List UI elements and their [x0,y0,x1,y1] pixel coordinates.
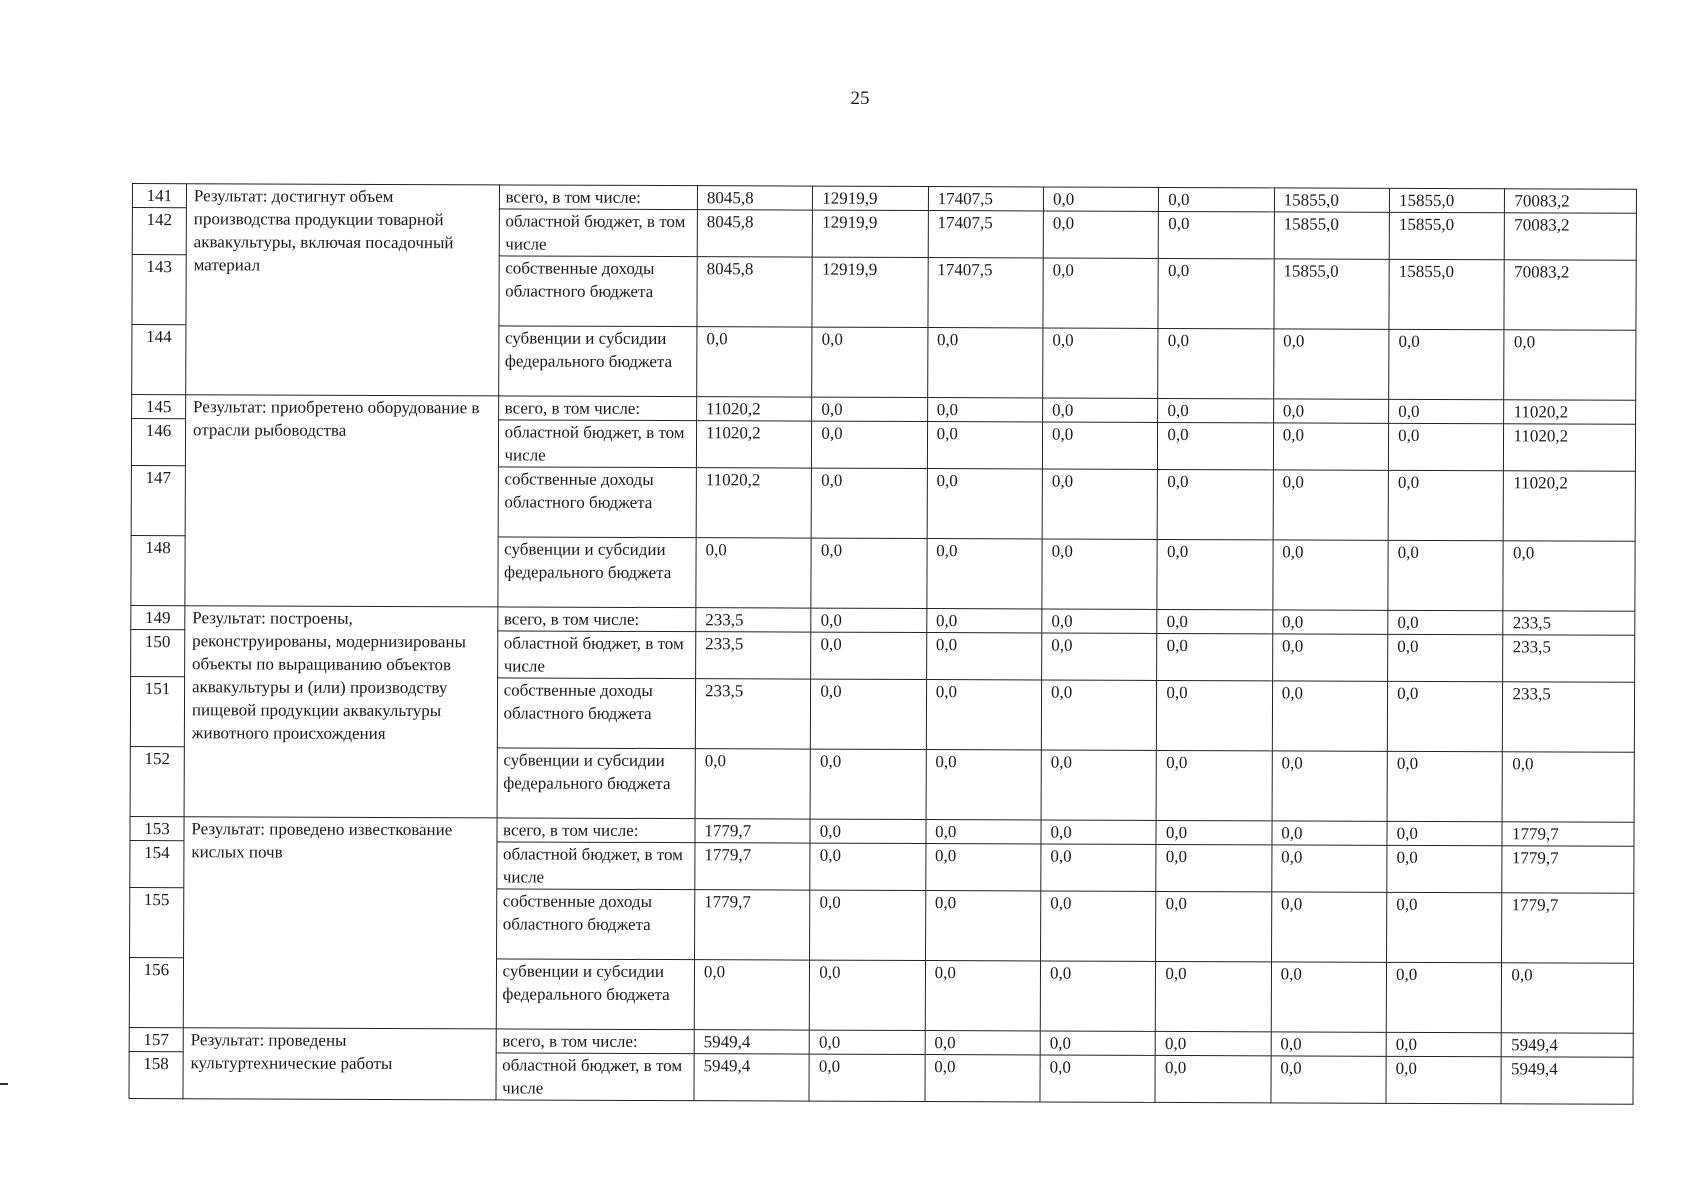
value-cell: 0,0 [1156,891,1272,961]
row-number: 149 [131,605,185,629]
value-cell: 0,0 [1271,1056,1387,1103]
table-row [130,816,1634,846]
total-value-cell: 0,0 [1502,963,1634,1034]
value-cell: 0,0 [1388,423,1504,470]
value-cell: 0,0 [1041,820,1156,844]
value-cell: 17407,5 [928,187,1043,211]
total-value-cell: 233,5 [1503,611,1635,636]
value-cell: 0,0 [1271,892,1387,962]
funding-source-label: субвенции и субсидии федерального бюджета [496,959,695,1030]
row-number: 153 [130,816,184,840]
value-cell: 12919,9 [813,186,928,210]
row-number: 145 [132,395,186,419]
value-cell: 0,0 [925,891,1041,961]
value-cell: 1779,7 [695,843,811,890]
table-row [132,184,1636,214]
value-cell: 0,0 [1156,844,1272,891]
value-cell: 0,0 [1157,680,1273,750]
value-cell: 15855,0 [1389,259,1505,329]
value-cell: 5949,4 [694,1054,810,1101]
value-cell: 0,0 [1158,258,1274,328]
funding-source-label: областной бюджет, в том числе [496,842,695,890]
value-cell: 0,0 [1272,634,1388,681]
funding-source-label: субвенции и субсидии федерального бюджета [497,748,696,819]
value-cell: 0,0 [812,421,928,468]
total-value-cell: 0,0 [1503,752,1635,823]
result-description: Результат: построены, реконструированы, модернизированы объекты по выращиванию объектов аквакультуры и (или) производству пищевой продукции аквакультуры животного происхождения [184,606,497,818]
value-cell: 0,0 [1155,1055,1271,1102]
value-cell: 0,0 [1043,211,1159,258]
value-cell: 0,0 [926,820,1041,844]
row-number: 152 [130,746,184,816]
value-cell: 0,0 [811,538,927,608]
result-description: Результат: проведены культуртехнические работы [183,1028,496,1100]
row-number: 157 [129,1027,183,1051]
value-cell: 0,0 [1157,609,1272,633]
total-value-cell: 1779,7 [1502,822,1634,847]
table-row [129,1027,1633,1057]
result-description: Результат: достигнут объем производства продукции товарной аквакультуры, включая посадочный материал [186,184,499,396]
value-cell: 5949,4 [694,1030,809,1054]
value-cell: 0,0 [810,890,926,960]
value-cell: 233,5 [696,608,811,632]
total-value-cell: 1779,7 [1502,846,1634,894]
total-value-cell: 0,0 [1504,330,1636,401]
funding-source-label: собственные доходы областного бюджета [499,256,698,327]
value-cell: 0,0 [1273,399,1388,423]
value-cell: 0,0 [1042,539,1158,609]
result-description: Результат: проведено известкование кислых почв [183,817,496,1029]
value-cell: 0,0 [1272,751,1388,821]
value-cell: 0,0 [927,422,1043,469]
value-cell: 0,0 [1158,328,1274,398]
value-cell: 0,0 [1386,1032,1501,1056]
value-cell: 0,0 [1042,422,1158,469]
value-cell: 0,0 [696,538,812,608]
value-cell: 0,0 [1273,423,1389,470]
value-cell: 0,0 [811,632,927,679]
funding-source-label: всего, в том числе: [497,818,695,843]
total-value-cell: 233,5 [1503,635,1635,683]
value-cell: 8045,8 [697,257,813,327]
row-number: 146 [131,419,185,466]
value-cell: 15855,0 [1274,212,1390,259]
budget-table [128,183,1637,1105]
value-cell: 17407,5 [928,258,1044,328]
row-number: 144 [132,325,186,395]
value-cell: 233,5 [695,679,811,749]
value-cell: 11020,2 [696,421,812,468]
value-cell: 15855,0 [1389,212,1505,259]
total-value-cell: 233,5 [1503,682,1635,753]
value-cell: 0,0 [1386,962,1502,1032]
value-cell: 0,0 [695,749,811,819]
funding-source-label: всего, в том числе: [497,607,695,632]
value-cell: 0,0 [1043,258,1159,328]
value-cell: 0,0 [1041,891,1157,961]
value-cell: 0,0 [1273,610,1388,634]
total-value-cell: 70083,2 [1505,189,1637,214]
total-value-cell: 0,0 [1503,541,1635,612]
value-cell: 0,0 [1042,609,1157,633]
value-cell: 0,0 [1040,1055,1156,1102]
value-cell: 0,0 [1271,1032,1386,1056]
funding-source-label: областной бюджет, в том числе [498,420,697,468]
value-cell: 0,0 [1158,469,1274,539]
table-row [131,605,1635,635]
funding-source-label: субвенции и субсидии федерального бюджета [497,537,696,608]
value-cell: 0,0 [1387,845,1503,892]
value-cell: 0,0 [1159,211,1275,258]
value-cell: 11020,2 [696,468,812,538]
value-cell: 0,0 [1386,1056,1502,1103]
value-cell: 0,0 [1156,820,1271,844]
row-number: 156 [129,957,183,1027]
funding-source-label: всего, в том числе: [498,396,696,421]
value-cell: 0,0 [1388,634,1504,681]
value-cell: 0,0 [1388,540,1504,610]
total-value-cell: 1779,7 [1502,893,1634,964]
value-cell: 0,0 [927,539,1043,609]
value-cell: 0,0 [1158,422,1274,469]
value-cell: 0,0 [1041,680,1157,750]
value-cell: 1779,7 [695,819,810,843]
value-cell: 15855,0 [1389,188,1504,212]
row-number: 143 [132,255,186,325]
value-cell: 0,0 [1273,470,1389,540]
value-cell: 0,0 [694,960,810,1030]
value-cell: 0,0 [1156,961,1272,1031]
value-cell: 0,0 [1043,187,1158,211]
funding-source-label: областной бюджет, в том числе [499,209,698,257]
table-row [132,395,1636,425]
row-number: 158 [129,1051,183,1098]
value-cell: 0,0 [697,327,813,397]
row-number: 142 [132,208,186,255]
total-value-cell: 11020,2 [1504,424,1636,472]
value-cell: 0,0 [1272,681,1388,751]
row-number: 154 [130,840,184,887]
value-cell: 15855,0 [1274,188,1389,212]
value-cell: 0,0 [926,609,1041,633]
value-cell: 0,0 [1387,751,1503,821]
funding-source-label: собственные доходы областного бюджета [497,678,696,749]
value-cell: 0,0 [1389,399,1504,423]
value-cell: 0,0 [811,468,927,538]
value-cell: 0,0 [1387,681,1503,751]
value-cell: 11020,2 [697,397,812,421]
value-cell: 0,0 [1156,750,1272,820]
value-cell: 0,0 [1156,1031,1271,1055]
total-value-cell: 11020,2 [1504,471,1636,542]
value-cell: 0,0 [925,961,1041,1031]
row-number: 151 [130,676,184,746]
value-cell: 0,0 [1159,187,1274,211]
total-value-cell: 11020,2 [1504,400,1636,425]
value-cell: 0,0 [1273,329,1389,399]
funding-source-label: областной бюджет, в том числе [496,1053,695,1101]
table-body [129,184,1637,1105]
value-cell: 0,0 [1043,398,1158,422]
value-cell: 0,0 [926,633,1042,680]
funding-source-label: субвенции и субсидии федерального бюджета [498,326,697,397]
value-cell: 0,0 [1387,821,1502,845]
value-cell: 0,0 [811,679,927,749]
value-cell: 0,0 [1042,469,1158,539]
value-cell: 0,0 [1272,845,1388,892]
value-cell: 0,0 [927,328,1043,398]
value-cell: 0,0 [1157,539,1273,609]
value-cell: 0,0 [810,749,926,819]
value-cell: 0,0 [925,1055,1041,1102]
value-cell: 0,0 [809,1030,924,1054]
value-cell: 0,0 [1388,470,1504,540]
funding-source-label: всего, в том числе: [499,185,697,210]
value-cell: 0,0 [927,398,1042,422]
scan-edge-mark [0,1083,8,1085]
value-cell: 0,0 [1043,328,1159,398]
value-cell: 233,5 [696,632,812,679]
value-cell: 0,0 [1158,398,1273,422]
value-cell: 0,0 [1273,540,1389,610]
value-cell: 0,0 [812,327,928,397]
funding-source-label: всего, в том числе: [496,1029,694,1054]
value-cell: 0,0 [812,397,927,421]
row-number: 147 [131,465,185,535]
value-cell: 0,0 [1040,961,1156,1031]
value-cell: 0,0 [1042,633,1158,680]
value-cell: 0,0 [1157,633,1273,680]
value-cell: 0,0 [811,608,926,632]
value-cell: 0,0 [925,844,1041,891]
value-cell: 8045,8 [697,210,813,257]
page-number: 25 [850,88,870,109]
funding-source-label: собственные доходы областного бюджета [498,467,697,538]
value-cell: 0,0 [926,750,1042,820]
funding-source-label: областной бюджет, в том числе [497,631,696,679]
value-cell: 0,0 [1271,962,1387,1032]
value-cell: 0,0 [1388,610,1503,634]
total-value-cell: 70083,2 [1505,213,1637,261]
row-number: 148 [131,535,185,605]
value-cell: 0,0 [1272,821,1387,845]
value-cell: 12919,9 [812,257,928,327]
value-cell: 17407,5 [928,211,1044,258]
value-cell: 12919,9 [813,210,929,257]
value-cell: 15855,0 [1274,259,1390,329]
value-cell: 0,0 [1040,1031,1155,1055]
total-value-cell: 5949,4 [1501,1057,1633,1105]
value-cell: 0,0 [1041,750,1157,820]
total-value-cell: 5949,4 [1502,1033,1634,1058]
value-cell: 1779,7 [694,890,810,960]
value-cell: 0,0 [1041,844,1157,891]
row-number: 141 [132,184,186,208]
value-cell: 0,0 [926,680,1042,750]
result-description: Результат: приобретено оборудование в отрасли рыбоводства [185,395,498,607]
value-cell: 0,0 [810,843,926,890]
value-cell: 0,0 [1389,329,1505,399]
value-cell: 0,0 [810,960,926,1030]
row-number: 150 [131,629,185,676]
value-cell: 0,0 [810,819,925,843]
value-cell: 0,0 [1387,892,1503,962]
funding-source-label: собственные доходы областного бюджета [496,889,695,960]
value-cell: 0,0 [927,469,1043,539]
total-value-cell: 70083,2 [1504,260,1636,331]
row-number: 155 [130,887,184,957]
value-cell: 0,0 [809,1054,925,1101]
value-cell: 8045,8 [697,186,812,210]
value-cell: 0,0 [925,1031,1040,1055]
